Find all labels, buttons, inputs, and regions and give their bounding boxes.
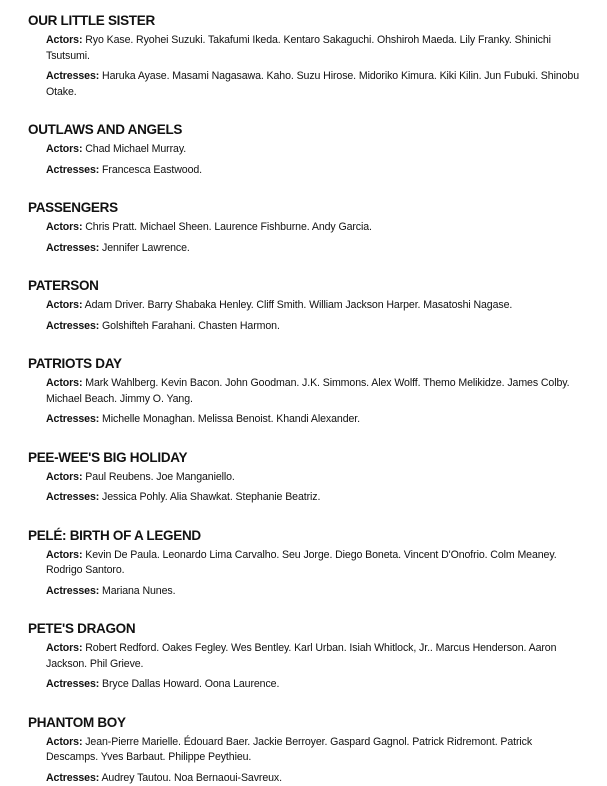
actors-credit [46, 142, 583, 158]
film-entry-outlaws-and-angels [28, 121, 583, 178]
film-title: PETE'S DRAGON [28, 620, 583, 637]
actors-names: Chris Pratt. Michael Sheen. Laurence Fishburne. Andy Garcia. [82, 221, 372, 233]
actors-credit [46, 298, 583, 314]
film-title: PELÉ: BIRTH OF A LEGEND [28, 527, 583, 544]
actors-credit [46, 33, 583, 64]
film-title: PEE-WEE'S BIG HOLIDAY [28, 449, 583, 466]
film-title: PHANTOM BOY [28, 714, 583, 731]
actresses-label: Actresses: [46, 413, 99, 425]
actresses-label: Actresses: [46, 320, 99, 332]
actors-names: Robert Redford. Oakes Fegley. Wes Bentley. Karl Urban. Isiah Whitlock, Jr.. Marcus Henderson. Aaron Jackson. Phil Grieve. [46, 642, 556, 670]
film-entry-paterson [28, 277, 583, 334]
film-title: OUR LITTLE SISTER [28, 12, 583, 29]
film-entry-phantom-boy [28, 714, 583, 786]
actresses-names: Golshifteh Farahani. Chasten Harmon. [99, 320, 280, 332]
actresses-credit [46, 319, 583, 335]
film-entry-pele-birth-of-a-legend [28, 527, 583, 600]
film-title: PASSENGERS [28, 199, 583, 216]
actresses-names: Michelle Monaghan. Melissa Benoist. Khandi Alexander. [99, 413, 360, 425]
film-title: PATRIOTS DAY [28, 355, 583, 372]
film-entry-our-little-sister [28, 12, 583, 100]
actors-credit [46, 220, 583, 236]
actresses-credit [46, 163, 583, 179]
actresses-names: Jennifer Lawrence. [99, 242, 190, 254]
film-entry-petes-dragon [28, 620, 583, 693]
actresses-names: Audrey Tautou. Noa Bernaoui-Savreux. [99, 772, 282, 784]
actors-names: Kevin De Paula. Leonardo Lima Carvalho. Seu Jorge. Diego Boneta. Vincent D'Onofrio. Colm Meaney. Rodrigo Santoro. [46, 549, 557, 577]
actors-credit [46, 735, 583, 766]
film-title: OUTLAWS AND ANGELS [28, 121, 583, 138]
actresses-credit [46, 241, 583, 257]
actors-label: Actors: [46, 221, 82, 233]
actors-names: Mark Wahlberg. Kevin Bacon. John Goodman. J.K. Simmons. Alex Wolff. Themo Melikidze. James Colby. Michael Beach. Jimmy O. Yang. [46, 377, 570, 405]
actors-names: Chad Michael Murray. [82, 143, 186, 155]
actresses-label: Actresses: [46, 585, 99, 597]
actors-label: Actors: [46, 736, 82, 748]
actors-credit [46, 641, 583, 672]
actresses-label: Actresses: [46, 242, 99, 254]
actresses-credit [46, 412, 583, 428]
actors-names: Ryo Kase. Ryohei Suzuki. Takafumi Ikeda. Kentaro Sakaguchi. Ohshiroh Maeda. Lily Franky. Shinichi Tsutsumi. [46, 34, 551, 62]
actresses-label: Actresses: [46, 164, 99, 176]
actors-credit [46, 470, 583, 486]
actresses-names: Bryce Dallas Howard. Oona Laurence. [99, 678, 279, 690]
actors-label: Actors: [46, 377, 82, 389]
actresses-names: Francesca Eastwood. [99, 164, 202, 176]
actresses-names: Jessica Pohly. Alia Shawkat. Stephanie Beatriz. [99, 491, 320, 503]
actresses-names: Haruka Ayase. Masami Nagasawa. Kaho. Suzu Hirose. Midoriko Kimura. Kiki Kilin. Jun Fubuki. Shinobu Otake. [46, 70, 579, 98]
actresses-credit [46, 69, 583, 100]
actors-label: Actors: [46, 299, 82, 311]
actors-credit [46, 376, 583, 407]
actresses-credit [46, 490, 583, 506]
actors-label: Actors: [46, 642, 82, 654]
actresses-label: Actresses: [46, 491, 99, 503]
actors-label: Actors: [46, 34, 82, 46]
actors-label: Actors: [46, 471, 82, 483]
actresses-credit [46, 771, 583, 786]
actors-names: Adam Driver. Barry Shabaka Henley. Cliff Smith. William Jackson Harper. Masatoshi Nagase. [82, 299, 512, 311]
actors-label: Actors: [46, 549, 82, 561]
actresses-credit [46, 584, 583, 600]
film-title: PATERSON [28, 277, 583, 294]
film-entry-passengers [28, 199, 583, 256]
actors-names: Paul Reubens. Joe Manganiello. [82, 471, 234, 483]
actresses-names: Mariana Nunes. [99, 585, 175, 597]
actresses-credit [46, 677, 583, 693]
actors-names: Jean-Pierre Marielle. Édouard Baer. Jackie Berroyer. Gaspard Gagnol. Patrick Ridremont. Patrick Descamps. Yves Barbaut. Philippe Peythieu. [46, 736, 532, 764]
film-entry-patriots-day [28, 355, 583, 428]
actresses-label: Actresses: [46, 70, 99, 82]
actresses-label: Actresses: [46, 772, 99, 784]
actors-label: Actors: [46, 143, 82, 155]
actresses-label: Actresses: [46, 678, 99, 690]
actors-credit [46, 548, 583, 579]
film-entry-pee-wees-big-holiday [28, 449, 583, 506]
